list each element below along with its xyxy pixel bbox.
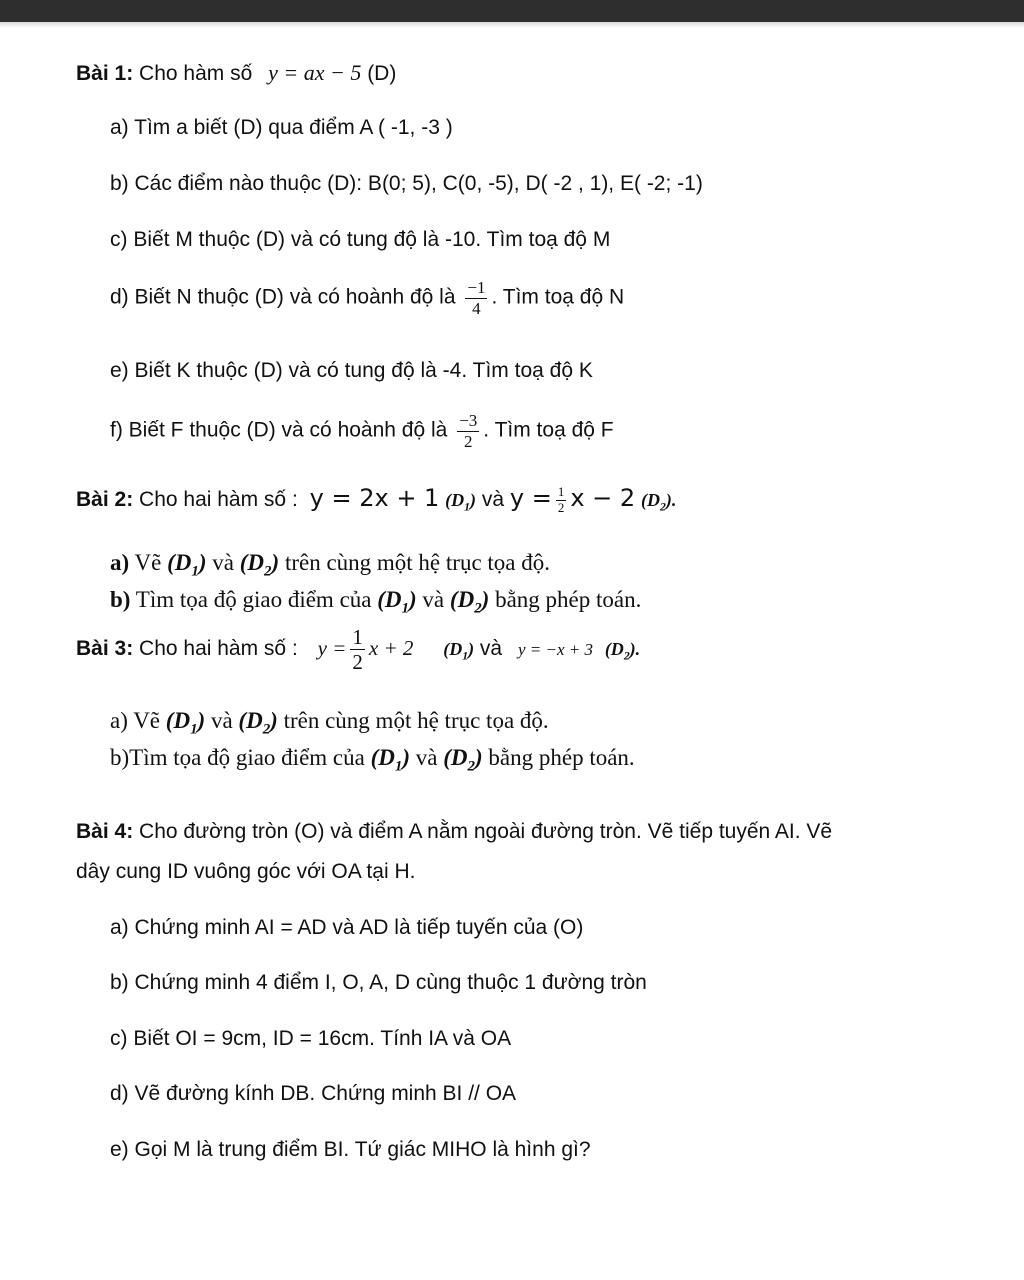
bai3-item-a: a) Vẽ $(D_1)$ và $(D_2)$ trên cùng một hệ trục tọa độ. <box>110 708 549 738</box>
bai3-eq1-post: x + 2 <box>368 636 414 661</box>
bai2-d2: $(D_2)$. <box>641 490 677 514</box>
bai4-label: Bài 4: <box>76 820 134 843</box>
bai4-item-a: a) Chứng minh AI = AD và AD là tiếp tuyến của (O) <box>110 916 584 939</box>
bai2-item-a: a) Vẽ $(D_1)$ và $(D_2)$ trên cùng một hệ trục tọa độ. <box>110 550 550 580</box>
bai4-item-c: c) Biết OI = 9cm, ID = 16cm. Tính IA và OA <box>110 1027 512 1050</box>
bai1-item-a: a) Tìm a biết (D) qua điểm A ( -1, -3 ) <box>110 116 453 139</box>
bai4-line1: Cho đường tròn (O) và điểm A nằm ngoài đường tròn. Vẽ tiếp tuyến AI. Vẽ <box>139 820 833 843</box>
bai1-item-b: b) Các điểm nào thuộc (D): B(0; 5), C(0, -5), D( -2 , 1), E( -2; -1) <box>110 172 703 195</box>
bai1-d-denominator: 4 <box>472 298 481 318</box>
bai3-intro: Cho hai hàm số : <box>139 637 298 661</box>
bai3-d2: $(D_2)$. <box>604 639 641 663</box>
bai3-va: và <box>479 637 503 661</box>
bai1-d-numerator: −1 <box>467 278 486 297</box>
top-bar <box>0 0 1024 22</box>
bai2-label: Bài 2: <box>76 488 134 511</box>
bai3-heading <box>76 625 640 674</box>
bai2-item-b: b) Tìm tọa độ giao điểm của $(D_1)$ và $(D_2)$ bằng phép toán. <box>110 587 642 617</box>
bai1-d-fraction <box>465 278 487 318</box>
bai4-heading <box>76 820 832 844</box>
bai4-line2: dây cung ID vuông góc với OA tại H. <box>76 860 416 883</box>
bai1-f-fraction <box>457 411 479 451</box>
bai1-heading <box>76 60 396 86</box>
bai3-d1: $(D_1)$ <box>443 639 475 663</box>
bai2-heading <box>76 484 676 516</box>
bai2-eq2-post: x − 2 <box>570 484 636 512</box>
bai1-f-tail: . Tìm toạ độ F <box>483 418 614 442</box>
bai1-item-e: e) Biết K thuộc (D) và có tung độ là -4. Tìm toạ độ K <box>110 359 593 382</box>
bai1-formula: y = ax − 5 <box>268 60 362 85</box>
bai1-label: Bài 1: <box>76 62 134 85</box>
bai2-intro: Cho hai hàm số : <box>139 488 298 511</box>
bai3-eq2: y = −x + 3 <box>517 640 593 660</box>
bai1-tail: (D) <box>367 62 397 85</box>
bai4-item-d: d) Vẽ đường kính DB. Chứng minh BI // OA <box>110 1082 517 1105</box>
bai1-item-d <box>110 278 624 318</box>
bai2-eq2-pre: y = <box>509 484 552 512</box>
bai1-item-f <box>110 411 614 451</box>
bai2-va: và <box>481 488 505 511</box>
bai3-label: Bài 3: <box>76 637 134 661</box>
bai1-item-c: c) Biết M thuộc (D) và có tung độ là -10. Tìm toạ độ M <box>110 228 611 251</box>
bai2-eq1: y = 2x + 1 <box>309 484 440 512</box>
bai1-f-denominator: 2 <box>463 431 473 451</box>
bai3-eq1-fraction: $\frac{1}{2}$ <box>352 625 363 675</box>
bai4-item-b: b) Chứng minh 4 điểm I, O, A, D cùng thuộc 1 đường tròn <box>110 971 647 994</box>
top-shadow <box>0 22 1024 28</box>
bai2-d1: $(D_1)$ <box>445 490 477 514</box>
bai1-d-tail: . Tìm toạ độ N <box>491 285 625 309</box>
bai3-eq1-pre: y = <box>317 636 347 661</box>
bai4-item-e: e) Gọi M là trung điểm BI. Tứ giác MIHO là hình gì? <box>110 1138 591 1161</box>
bai1-f-text: f) Biết F thuộc (D) và có hoành độ là <box>110 418 448 442</box>
bai1-intro: Cho hàm số <box>139 62 253 85</box>
bai1-d-text: d) Biết N thuộc (D) và có hoành độ là <box>110 285 456 309</box>
bai1-f-numerator: −3 <box>459 411 478 430</box>
bai2-eq2-fraction: $\frac{1}{2}$ <box>557 484 565 515</box>
bai3-item-b: b)Tìm tọa độ giao điểm của $(D_1)$ và $(D_2)$ bằng phép toán. <box>110 745 635 775</box>
